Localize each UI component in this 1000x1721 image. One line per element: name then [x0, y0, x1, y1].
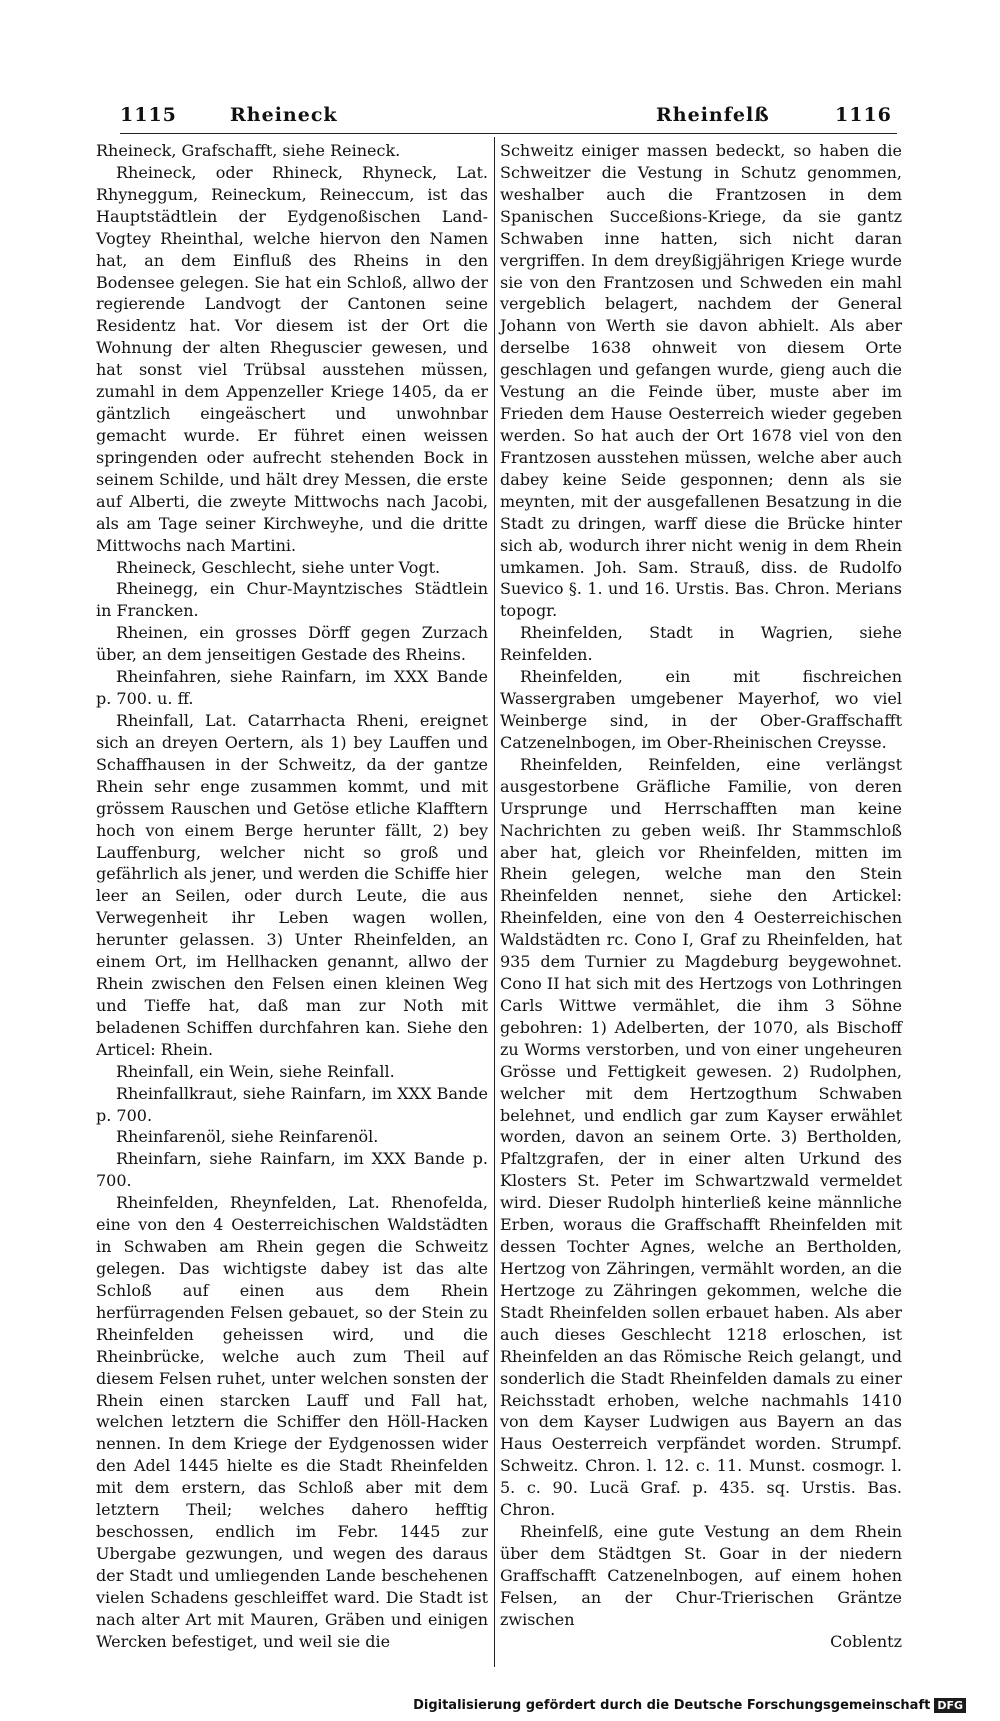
entry-paragraph: Rheinfelß, eine gute Vestung an dem Rhein über dem Städtgen St. Goar in der niedern Graffschafft Catzenelnbogen, auf einem hohen Felsen, an der Chur-Trierischen Gräntze zwischen: [500, 1522, 902, 1629]
entry-paragraph: Rheinfarn, siehe Rainfarn, im XXX Bande p. 700.: [96, 1149, 488, 1191]
entry-paragraph: Rheinen, ein grosses Dörff gegen Zurzach über, an dem jenseitigen Gestade des Rheins.: [96, 623, 488, 665]
entry-paragraph: Rheinfahren, siehe Rainfarn, im XXX Bande p. 700. u. ff.: [96, 667, 488, 709]
left-column: [96, 140, 488, 1653]
entry-paragraph: Rheinfall, Lat. Catarrhacta Rheni, ereignet sich an dreyen Oertern, als 1) bey Lauffen und Schaffhausen in der Schweitz, da der gantze Rhein sehr enge zusammen kommt, und mit grössem Rauschen und Getöse etliche Klafftern hoch von einem Berge herunter fällt, 2) bey Lauffenburg, welcher nicht so groß und gefährlich als jener, und werden die Schiffe hier leer an Seilen, oder durch Leute, die aus Verwegenheit ihr Leben wagen wollen, herunter gelassen. 3) Unter Rheinfelden, an einem Ort, im Hellhacken genannt, allwo der Rhein zwischen den Felsen einen kleinen Weg und Tieffe hat, daß man zur Noth mit beladenen Schiffen durchfahren kan. Siehe den Articel: Rhein.: [96, 710, 488, 1059]
entry-paragraph: Rheineck, oder Rhineck, Rhyneck, Lat. Rhyneggum, Reineckum, Reineccum, ist das Hauptstädtlein der Eydgenoßischen Land-Vogtey Rheinthal, welche hiervon den Namen hat, an dem Einfluß des Rheins in den Bodensee gelegen. Sie hat ein Schloß, allwo der regierende Landvogt der Cantonen seine Residentz hat. Vor diesem ist der Ort die Wohnung der alten Rheguscier gewesen, und hat sonst viel Trübsal ausstehen müssen, zumahl in dem Appenzeller Kriege 1405, da er gäntzlich eingeäschert und unwohnbar gemacht wurde. Er führet einen weissen springenden oder aufrecht stehenden Bock in seinem Schilde, und hält drey Messen, die erste auf Alberti, die zweyte Mittwochs nach Jacobi, als am Tage seiner Kirchweyhe, und die dritte Mittwochs nach Martini.: [96, 162, 488, 555]
entry-paragraph: Rheinfelden, ein mit fischreichen Wassergraben umgebener Mayerhof, wo viel Weinberge sind, in der Ober-Graffschafft Catzenelnbogen, im Ober-Rheinischen Creysse.: [500, 667, 902, 752]
digitization-credit: [413, 1698, 966, 1713]
right-page-number: 1116: [835, 104, 892, 126]
credit-text: Digitalisierung gefördert durch die Deutsche Forschungsgemeinschaft: [413, 1698, 931, 1713]
entry-paragraph: Rheinfelden, Reinfelden, eine verlängst ausgestorbene Gräfliche Familie, von deren Ursprunge und Herrschafften man keine Nachrichten zu geben weiß. Ihr Stammschloß aber hat, gleich vor Rheinfelden, mitten im Rhein gelegen, welche man den Stein Rheinfelden nennet, siehe den Artickel: Rheinfelden, eine von den 4 Oesterreichischen Waldstädten rc. Cono I, Graf zu Rheinfelden, hat 935 dem Turnier zu Magdeburg beygewohnet. Cono II hat sich mit des Hertzogs von Lothringen Carls Wittwe vermählet, die ihm 3 Söhne gebohren: 1) Adelberten, der 1070, als Bischoff zu Worms verstorben, und von einer ungeheuren Grösse und Fettigkeit gewesen. 2) Rudolphen, welcher mit dem Hertzogthum Schwaben belehnet, und endlich gar zum Kayser erwählet worden, davon an seinem Orte. 3) Bertholden, Pfaltzgrafen, der in einer alten Urkund des Klosters St. Peter im Schwartzwald vermeldet wird. Dieser Rudolph hinterließ keine männliche Erben, woraus die Graffschafft Rheinfelden mit dessen Tochter Agnes, welche an Bertholden, Hertzog von Zähringen, vermählt worden, an die Hertzoge zu Zähringen gekommen, welche die Stadt Rheinfelden sollen erbauet haben. Als aber auch dieses Geschlecht 1218 erloschen, ist Rheinfelden an das Römische Reich gelangt, und sonderlich die Stadt Rheinfelden damals zu einer Reichsstadt erhoben, welche nachmahls 1410 von dem Kayser Ludwigen aus Bayern an das Haus Oesterreich verpfändet worden. Strumpf. Schweitz. Chron. l. 12. c. 11. Munst. cosmogr. l. 5. c. 90. Lucä Graf. p. 435. sq. Urstis. Bas. Chron.: [500, 754, 902, 1520]
dfg-logo: DFG: [934, 1698, 966, 1713]
entry-paragraph: Rheineck, Geschlecht, siehe unter Vogt.: [116, 557, 441, 577]
right-running-head: Rheinfelß: [656, 104, 770, 126]
catchword: Coblentz: [830, 1631, 902, 1651]
entry-paragraph: Rheinegg, ein Chur-Mayntzisches Städtlein in Francken.: [96, 579, 488, 621]
column-divider: [494, 137, 495, 1667]
left-running-head: Rheineck: [230, 104, 338, 126]
right-column: [500, 140, 902, 1653]
left-page-number: 1115: [120, 104, 177, 126]
entry-paragraph: Schweitz einiger massen bedeckt, so haben die Schweitzer die Vestung in Schutz genommen, weshalber auch die Frantzosen in dem Spanischen Succeßions-Kriege, da sie gantz Schwaben inne hatten, sich nicht daran vergriffen. In dem dreyßigjährigen Kriege wurde sie von den Frantzosen und Schweden ein mahl vergeblich belagert, nachdem der General Johann von Werth sie davon abhielt. Als aber derselbe 1638 ohnweit von diesem Orte geschlagen und gefangen wurde, gieng auch die Vestung an die Feinde über, muste aber im Frieden dem Hause Oesterreich wieder gegeben werden. So hat auch der Ort 1678 viel von den Frantzosen ausstehen müssen, welche aber auch dabey keine Seide gesponnen; denn als sie meynten, mit der ausgefallenen Besatzung in die Stadt zu dringen, warff diese die Brücke hinter sich ab, wodurch ihrer nicht wenig in dem Rhein umkamen. Joh. Sam. Strauß, diss. de Rudolfo Suevico §. 1. und 16. Urstis. Bas. Chron. Merians topogr.: [500, 141, 902, 621]
entry-paragraph: Rheinfelden, Stadt in Wagrien, siehe Reinfelden.: [500, 623, 902, 665]
entry-paragraph: Rheinfarenöl, siehe Reinfarenöl.: [116, 1127, 379, 1147]
entry-paragraph: Rheinfelden, Rheynfelden, Lat. Rhenofelda, eine von den 4 Oesterreichischen Waldstädten in Schwaben am Rhein gegen die Schweitz gelegen. Das wichtigste dabey ist das alte Schloß auf einen aus dem Rhein herfürragenden Felsen gebauet, so der Stein zu Rheinfelden geheissen wird, und die Rheinbrücke, welche auch zum Theil auf diesem Felsen ruhet, unter welchen sonsten der Rhein einen starcken Lauff und Fall hat, welchen letztern die Schiffer den Höll-Hacken nennen. In dem Kriege der Eydgenossen wider den Adel 1445 hielte es die Stadt Rheinfelden mit dem erstern, das Schloß aber mit dem letztern Theil; welches dahero hefftig beschossen, endlich im Febr. 1445 zur Ubergabe gezwungen, und wegen des daraus der Stadt und umliegenden Lande beschehenen vielen Schadens geschleiffet ward. Die Stadt ist nach alter Art mit Mauren, Gräben und einigen Wercken befestiget, und weil sie die: [96, 1193, 488, 1651]
entry-paragraph: Rheinfall, ein Wein, siehe Reinfall.: [116, 1061, 395, 1081]
entry-paragraph: Rheineck, Grafschafft, siehe Reineck.: [96, 141, 401, 160]
header-rule: [120, 133, 897, 134]
entry-paragraph: Rheinfallkraut, siehe Rainfarn, im XXX Bande p. 700.: [96, 1083, 488, 1125]
